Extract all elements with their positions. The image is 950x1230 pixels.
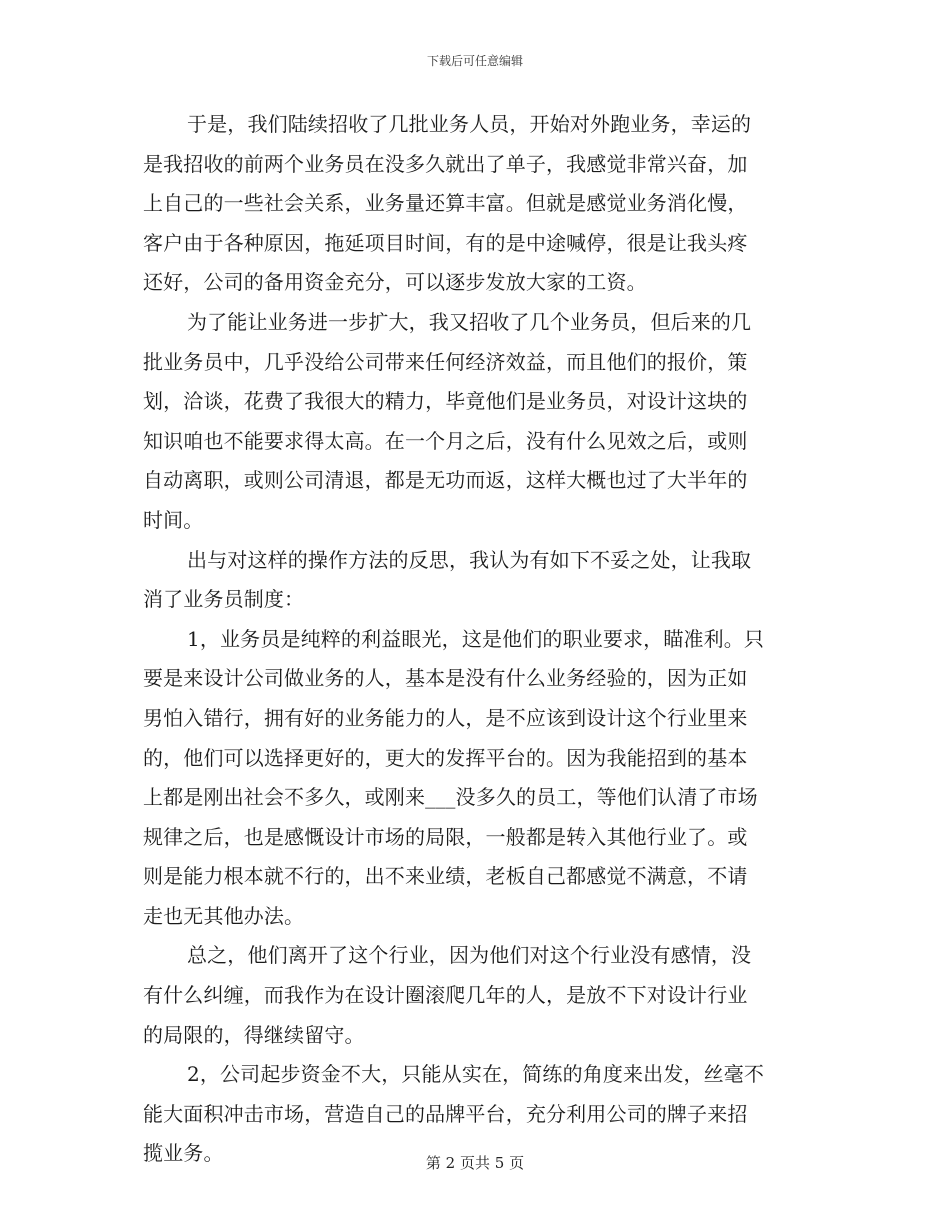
text-line: 揽业务。 (143, 1141, 224, 1166)
text-line: 还好，公司的备用资金充分，可以逐步发放大家的工资。 (143, 270, 647, 295)
text-line: 客户由于各种原因，拖延项目时间，有的是中途喊停，很是让我头疼 (143, 230, 748, 255)
paragraph-2 (143, 303, 806, 541)
paragraph-5 (143, 936, 806, 1055)
text-line: 上自己的一些社会关系，业务量还算丰富。但就是感觉业务消化慢， (143, 191, 748, 216)
text-line: 男怕入错行，拥有好的业务能力的人，是不应该到设计这个行业里来 (143, 705, 748, 730)
text-line: 出与对这样的操作方法的反思，我认为有如下不妥之处，让我取 (187, 547, 752, 572)
paragraph-4 (143, 620, 806, 937)
text-line: 有什么纠缠，而我作为在设计圈滚爬几年的人，是放不下对设计行业 (143, 983, 748, 1008)
text-line: 于是，我们陆续招收了几批业务人员，开始对外跑业务，幸运的 (187, 112, 752, 136)
paragraph-1 (143, 105, 806, 303)
text-line: 能大面积冲击市场，营造自己的品牌平台，充分利用公司的牌子来招 (143, 1101, 748, 1126)
text-line: 1，业务员是纯粹的利益眼光，这是他们的职业要求，瞄准利。只 (187, 626, 765, 651)
text-line: 时间。 (143, 507, 204, 532)
text-line: 上都是刚出社会不多久，或刚来___没多久的员工，等他们认清了市场 (143, 785, 758, 810)
text-line: 知识咱也不能要求得太高。在一个月之后，没有什么见效之后，或则 (143, 428, 748, 453)
page-number-footer: 第 2 页共 5 页 (425, 1154, 525, 1172)
document-body (143, 105, 806, 1174)
text-line: 的，他们可以选择更好的，更大的发挥平台的。因为我能招到的基本 (143, 745, 748, 770)
text-line: 总之，他们离开了这个行业，因为他们对这个行业没有感情，没 (187, 943, 752, 968)
text-line: 自动离职，或则公司清退，都是无功而返，这样大概也过了大半年的 (143, 468, 748, 493)
text-line: 的局限的，得继续留守。 (143, 1022, 365, 1047)
text-line: 是我招收的前两个业务员在没多久就出了单子，我感觉非常兴奋，加 (143, 151, 748, 176)
text-line: 规律之后，也是感慨设计市场的局限，一般都是转入其他行业了。或 (143, 824, 748, 849)
text-line: 消了业务员制度： (143, 587, 305, 612)
paragraph-3 (143, 541, 806, 620)
page-header: 下载后可任意编辑 (426, 54, 523, 68)
text-line: 为了能让业务进一步扩大，我又招收了几个业务员，但后来的几 (187, 309, 752, 334)
text-line: 划，洽谈，花费了我很大的精力，毕竟他们是业务员，对设计这块的 (143, 389, 748, 414)
text-line: 则是能力根本就不行的，出不来业绩，老板自己都感觉不满意，不请 (143, 864, 748, 889)
text-line: 批业务员中，几乎没给公司带来任何经济效益，而且他们的报价，策 (143, 349, 748, 374)
text-line: 要是来设计公司做业务的人，基本是没有什么业务经验的，因为正如 (143, 666, 748, 691)
text-line: 走也无其他办法。 (143, 903, 305, 928)
text-line: 2，公司起步资金不大，只能从实在，简练的角度来出发，丝毫不 (187, 1062, 765, 1087)
